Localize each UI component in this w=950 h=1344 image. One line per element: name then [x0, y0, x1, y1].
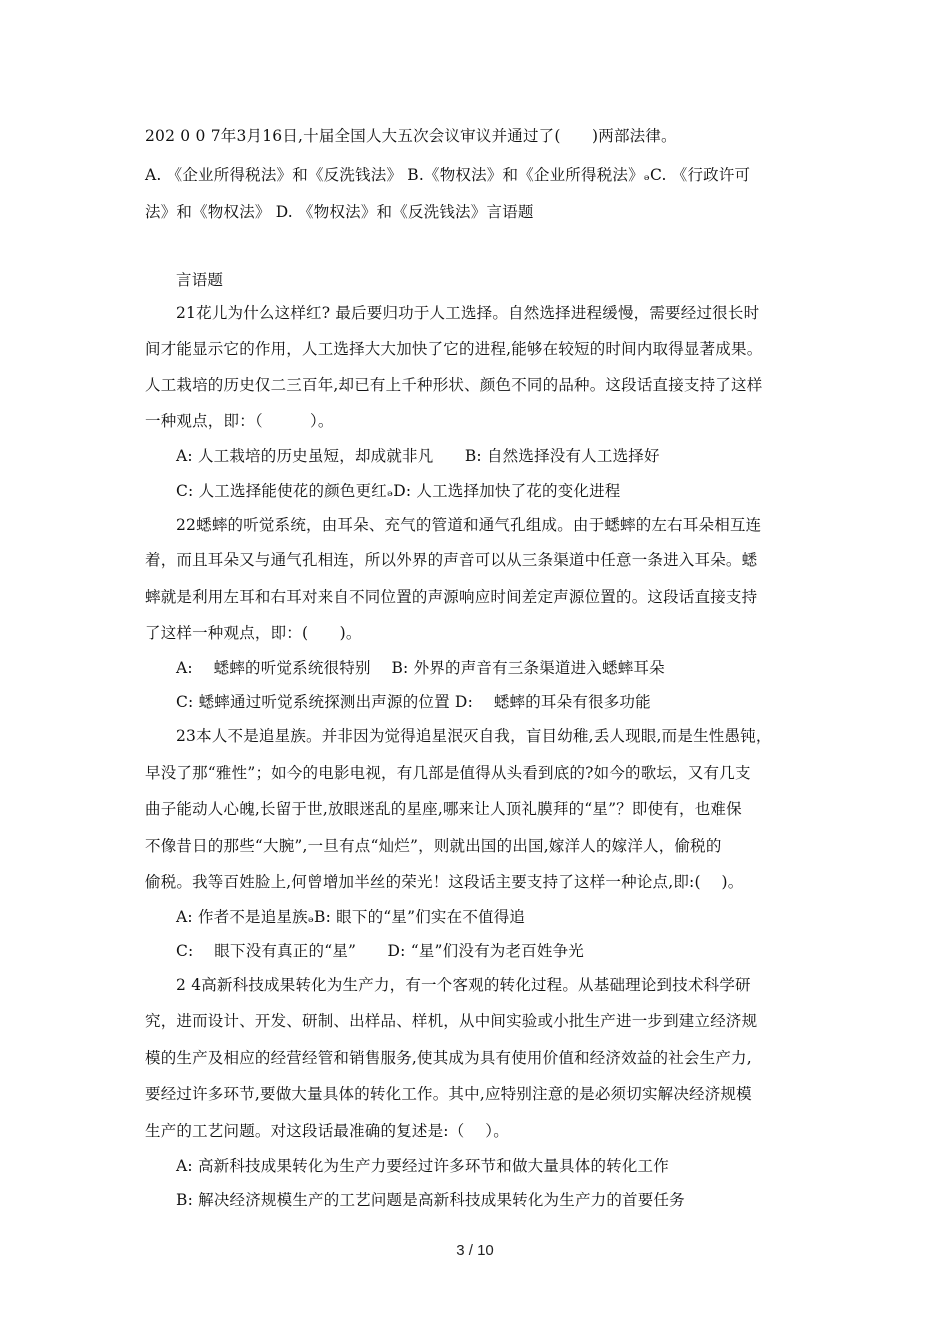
page-number: 3 / 10 — [456, 1242, 494, 1259]
q22-paragraph-line-1: 22蟋蟀的听觉系统，由耳朵、充气的管道和通气孔组成。由于蟋蟀的左右耳朵相互连 — [176, 516, 762, 534]
q22-options-cd: C: 蟋蟀通过听觉系统探测出声源的位置 D: 蟋蟀的耳朵有很多功能 — [176, 693, 651, 711]
q23-options-cd: C: 眼下没有真正的“星” D: “星”们没有为老百姓争光 — [176, 942, 584, 960]
q23-paragraph-line-2: 早没了那“雅性”；如今的电影电视，有几部是值得从头看到底的?如今的歌坛，又有几支 — [145, 764, 751, 782]
q22-paragraph-line-3: 蟀就是利用左耳和右耳对来自不同位置的声源响应时间差定声源位置的。这段话直接支持 — [145, 588, 758, 606]
q23-paragraph-line-3: 曲子能动人心魄,长留于世,放眼迷乱的星座,哪来让人顶礼膜拜的“星”？即使有，也难保 — [145, 800, 742, 818]
q23-paragraph-line-1: 23本人不是追星族。并非因为觉得追星泯灭自我，盲目幼稚,丢人现眼,而是生性愚钝， — [176, 727, 772, 745]
q24-paragraph-line-2: 究，进而设计、开发、研制、出样品、样机，从中间实验或小批生产进一步到建立经济规 — [145, 1012, 758, 1030]
q24-option-b: B: 解决经济规模生产的工艺问题是高新科技成果转化为生产力的首要任务 — [176, 1191, 685, 1209]
q24-paragraph-line-4: 要经过许多环节,要做大量具体的转化工作。其中,应特别注意的是必须切实解决经济规模 — [145, 1085, 752, 1103]
q21-paragraph-line-3: 人工栽培的历史仅二三百年,却已有上千种形状、颜色不同的品种。这段话直接支持了这样 — [145, 376, 763, 394]
q21-options-ab: A: 人工栽培的历史虽短，却成就非凡 B: 自然选择没有人工选择好 — [176, 447, 660, 465]
q20-options-line-1: A. 《企业所得税法》和《反洗钱法》 B.《物权法》和《企业所得税法》ₔC. 《行政许可 — [145, 166, 751, 184]
q22-paragraph-line-4: 了这样一种观点，即：( )。 — [145, 624, 362, 642]
q21-paragraph-line-4: 一种观点，即：（ ）。 — [145, 412, 334, 430]
q21-paragraph-line-1: 21花儿为什么这样红? 最后要归功于人工选择。自然选择进程缓慢，需要经过很长时 — [176, 304, 760, 322]
section-heading: 言语题 — [176, 271, 224, 289]
q24-paragraph-line-5: 生产的工艺问题。对这段话最准确的复述是:（ ）。 — [145, 1122, 509, 1140]
q24-option-a: A: 高新科技成果转化为生产力要经过许多环节和做大量具体的转化工作 — [176, 1157, 669, 1175]
q20-stem: 202 0 0 7年3月16日,十届全国人大五次会议审议并通过了( )两部法律。 — [145, 127, 677, 145]
q22-paragraph-line-2: 着，而且耳朵又与通气孔相连，所以外界的声音可以从三条渠道中任意一条进入耳朵。蟋 — [145, 551, 758, 569]
q21-options-cd: C: 人工选择能使花的颜色更红ₔD: 人工选择加快了花的变化进程 — [176, 482, 621, 500]
q23-paragraph-line-5: 偷税。我等百姓脸上,何曾增加半丝的荣光！这段话主要支持了这样一种论点,即:( )。 — [145, 873, 744, 891]
q23-options-ab: A: 作者不是追星族ₔB: 眼下的“星”们实在不值得追 — [176, 908, 526, 926]
q20-options-line-2: 法》和《物权法》 D. 《物权法》和《反洗钱法》言语题 — [145, 203, 534, 221]
q24-paragraph-line-1: 2 4高新科技成果转化为生产力，有一个客观的转化过程。从基础理论到技术科学研 — [176, 976, 751, 994]
q24-paragraph-line-3: 模的生产及相应的经营经管和销售服务,使其成为具有使用价值和经济效益的社会生产力, — [145, 1049, 752, 1067]
q21-paragraph-line-2: 间才能显示它的作用，人工选择大大加快了它的进程,能够在较短的时间内取得显著成果。 — [145, 340, 763, 358]
q22-options-ab: A: 蟋蟀的听觉系统很特别 B: 外界的声音有三条渠道进入蟋蟀耳朵 — [176, 659, 665, 677]
q23-paragraph-line-4: 不像昔日的那些“大腕”,一旦有点“灿烂”，则就出国的出国,嫁洋人的嫁洋人，偷税的 — [145, 837, 722, 855]
